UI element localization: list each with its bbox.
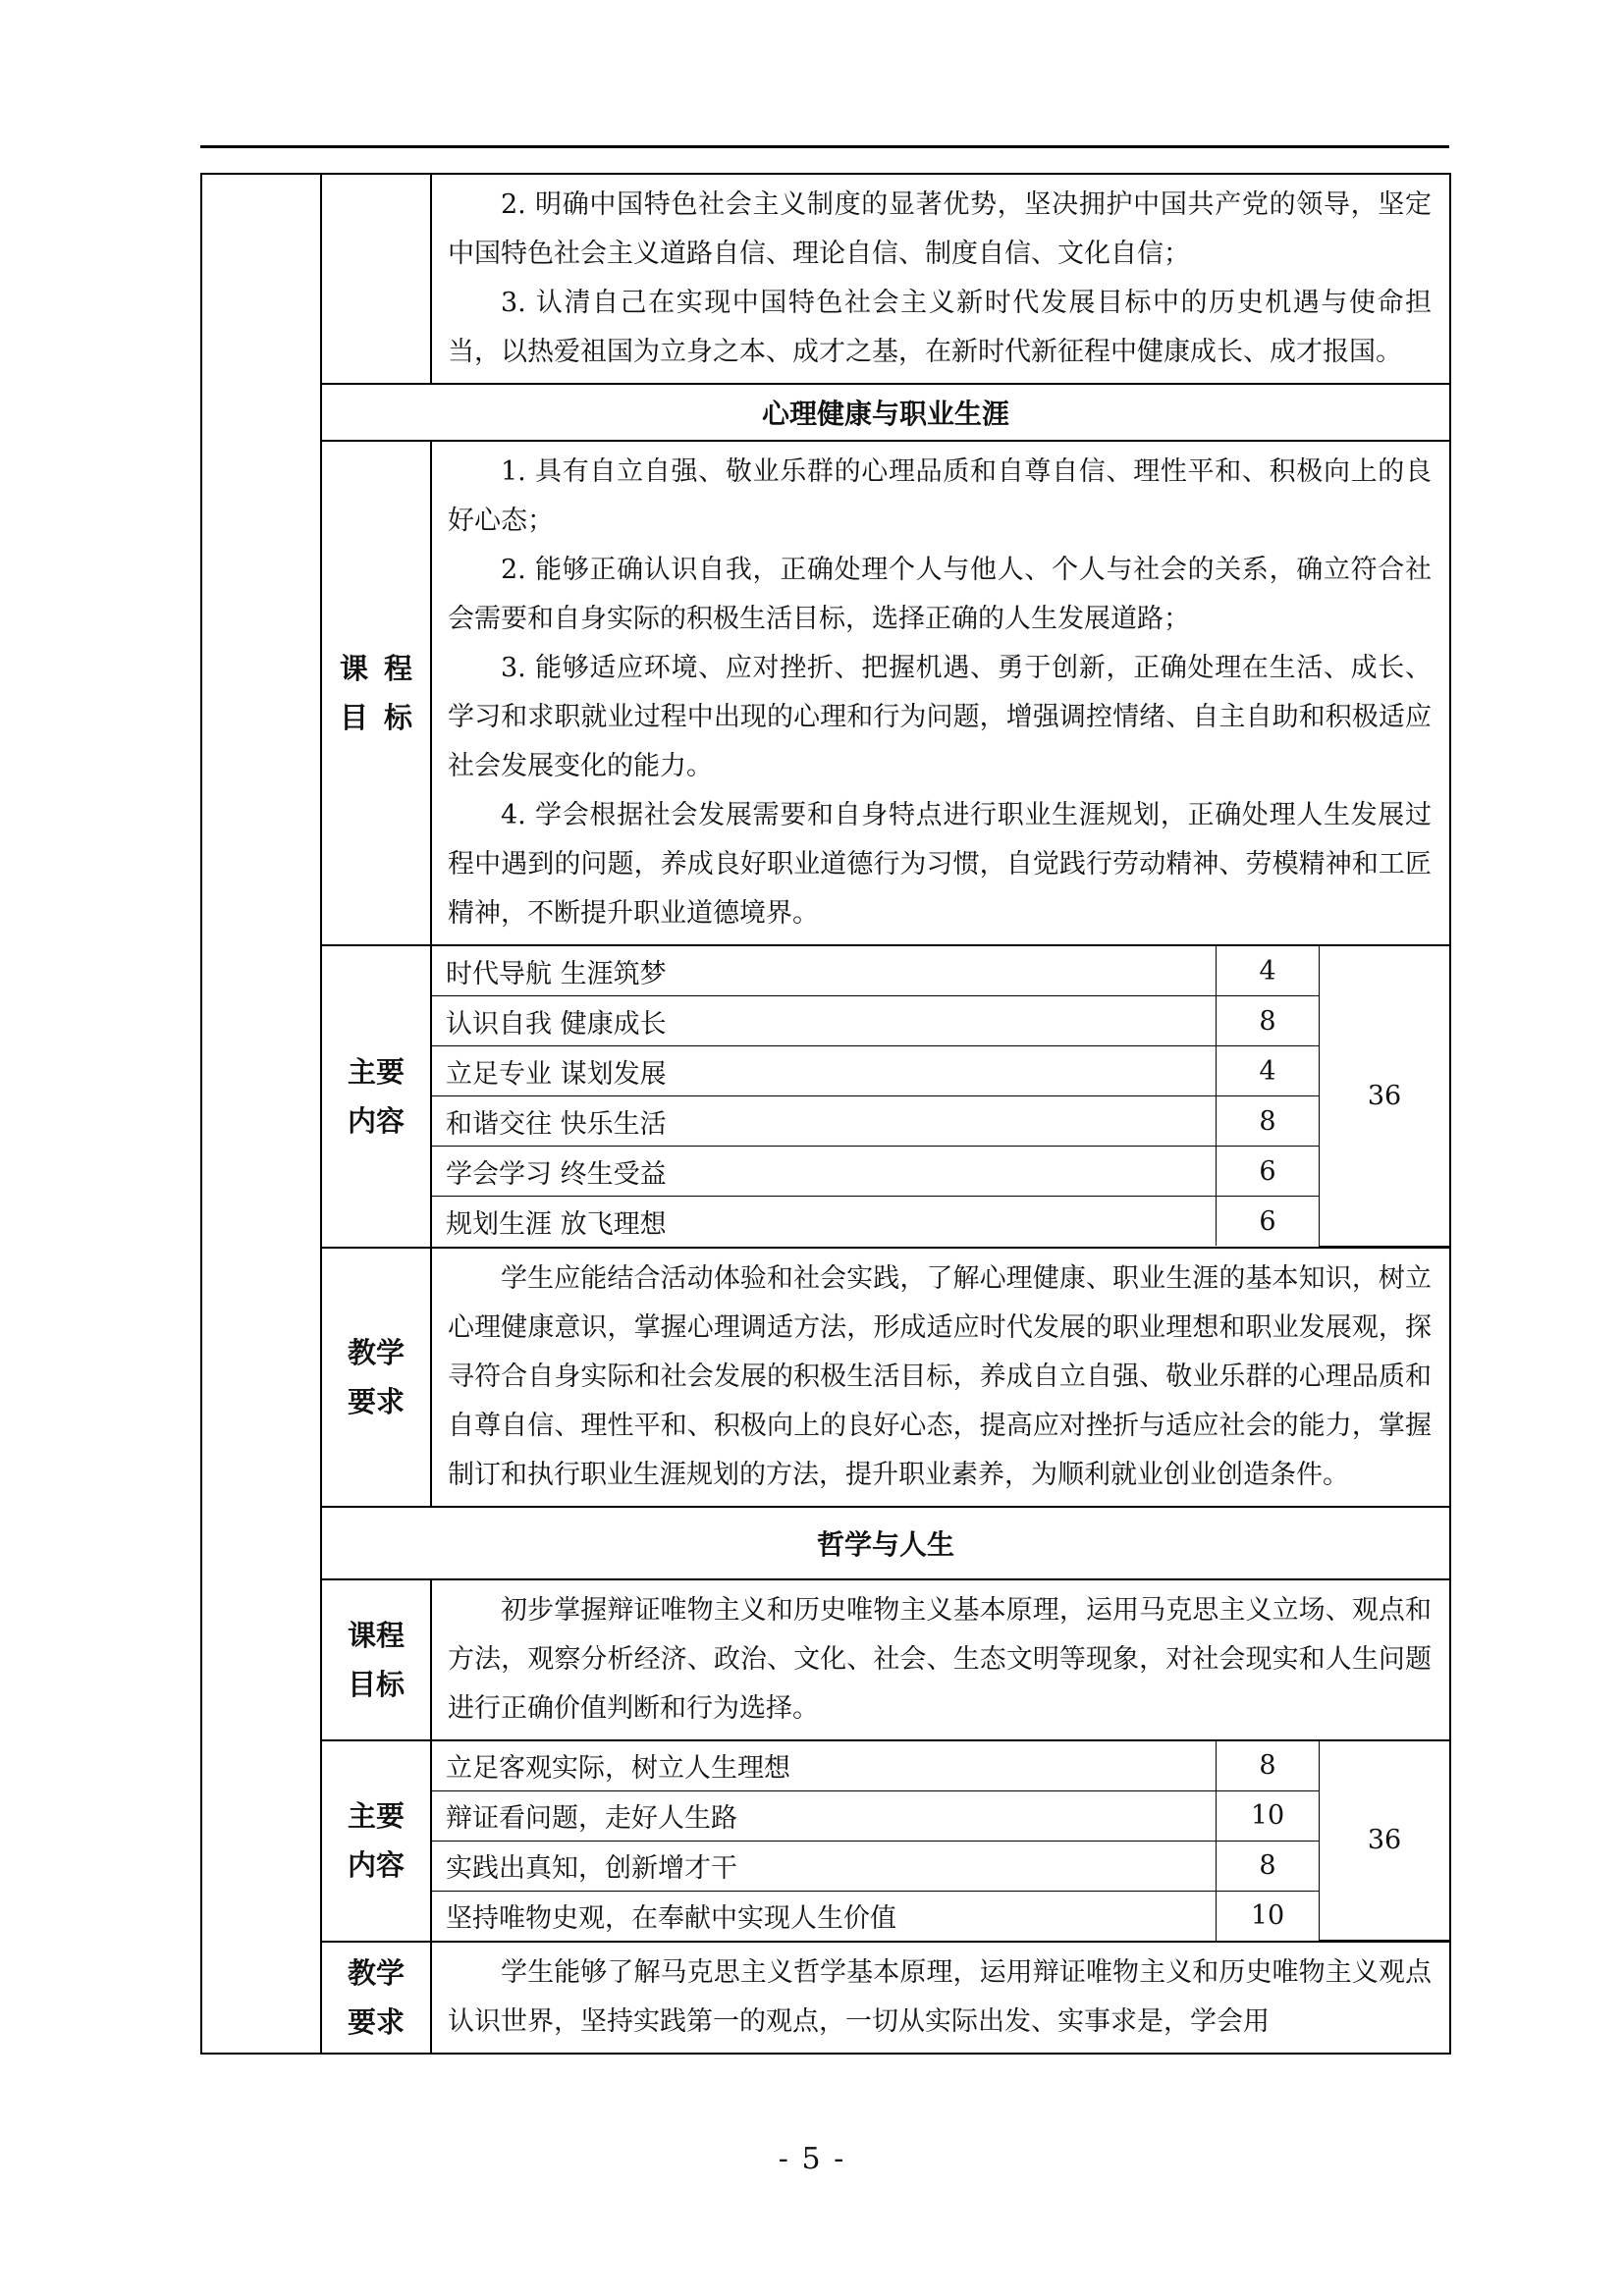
contents-table (432, 946, 1449, 1247)
content-hours: 8 (1217, 996, 1320, 1046)
goal-label-line: 课程 (347, 1618, 405, 1652)
content-hours: 4 (1217, 1046, 1320, 1096)
table-row (432, 1046, 1449, 1096)
course-goals-cell (431, 1579, 1450, 1740)
table-row (432, 1891, 1449, 1941)
content-hours: 10 (1217, 1891, 1320, 1941)
table-row (432, 946, 1449, 996)
course-contents-row (201, 945, 1450, 1248)
course-goals-row (201, 441, 1450, 945)
content-label (321, 1740, 431, 1943)
continued-goal-paragraph: 3. 认清自己在实现中国特色社会主义新时代发展目标中的历史机遇与使命担当，以热爱祖国为立身之本、成才之基，在新时代新征程中健康成长、成才报国。 (448, 288, 1432, 367)
requirement-label-line: 教学 (347, 1335, 405, 1369)
table-row (432, 1197, 1449, 1247)
content-hours: 6 (1217, 1147, 1320, 1197)
course-contents-row (201, 1740, 1450, 1943)
table-row (432, 1841, 1449, 1891)
content-topic: 时代导航 生涯筑梦 (432, 946, 1217, 996)
course-contents-cell (431, 945, 1450, 1248)
course-title-row (201, 384, 1450, 441)
course-title: 心理健康与职业生涯 (321, 384, 1450, 441)
content-hours: 8 (1217, 1741, 1320, 1791)
goal-label-char: 程 (384, 652, 429, 685)
table-row (432, 1790, 1449, 1841)
continued-goals-cell (431, 174, 1450, 384)
table-row (432, 996, 1449, 1046)
content-topic: 认识自我 健康成长 (432, 996, 1217, 1046)
content-hours: 6 (1217, 1197, 1320, 1247)
goal-label (321, 1579, 431, 1740)
course-title: 哲学与人生 (321, 1507, 1450, 1579)
course-contents-cell (431, 1740, 1450, 1943)
requirement-label-line: 教学 (347, 1956, 405, 1990)
goal-paragraph: 4. 学会根据社会发展需要和自身特点进行职业生涯规划，正确处理人生发展过程中遇到的问题，养成良好职业道德行为习惯，自觉践行劳动精神、劳模精神和工匠精神，不断提升职业道德境界。 (448, 800, 1432, 929)
continued-goals-row (201, 174, 1450, 384)
goal-paragraph: 1. 具有自立自强、敬业乐群的心理品质和自尊自信、理性平和、积极向上的良好心态； (448, 456, 1432, 536)
content-topic: 立足客观实际，树立人生理想 (432, 1741, 1217, 1791)
content-label-line: 主要 (347, 1799, 405, 1834)
content-topic: 坚持唯物史观，在奉献中实现人生价值 (432, 1891, 1217, 1941)
requirement-label-line: 要求 (347, 1384, 405, 1418)
goal-paragraph: 初步掌握辩证唯物主义和历史唯物主义基本原理，运用马克思主义立场、观点和方法，观察分析经济、政治、文化、社会、生态文明等现象，对社会现实和人生问题进行正确价值判断和行为选择。 (448, 1594, 1432, 1724)
content-topic: 实践出真知，创新增才干 (432, 1841, 1217, 1891)
course-title-row (201, 1507, 1450, 1579)
requirement-paragraph: 学生应能结合活动体验和社会实践，了解心理健康、职业生涯的基本知识，树立心理健康意识，掌握心理调适方法，形成适应时代发展的职业理想和职业发展观，探寻符合自身实际和社会发展的积极生活目标，养成自立自强、敬业乐群的心理品质和自尊自信、理性平和、积极向上的良好心态，提高应对挫折与适应社会的能力，掌握制订和执行职业生涯规划的方法，提升职业素养，为顺利就业创业创造条件。 (448, 1262, 1432, 1490)
content-label-line: 主要 (347, 1054, 405, 1089)
content-topic: 辩证看问题，走好人生路 (432, 1790, 1217, 1841)
content-topic: 和谐交往 快乐生活 (432, 1096, 1217, 1147)
page-number: - 5 - (778, 2142, 846, 2176)
continued-goal-paragraph: 2. 明确中国特色社会主义制度的显著优势，坚决拥护中国共产党的领导，坚定中国特色社会主义道路自信、理论自信、制度自信、文化自信； (448, 189, 1432, 269)
total-hours: 36 (1320, 946, 1450, 1246)
content-topic: 学会学习 终生受益 (432, 1147, 1217, 1197)
table-row (432, 1147, 1449, 1197)
goal-label (321, 441, 431, 945)
course-requirements-cell (431, 1248, 1450, 1507)
header-rule (200, 145, 1449, 148)
course-requirements-cell (431, 1942, 1450, 2054)
course-requirements-row (201, 1248, 1450, 1507)
content-hours: 4 (1217, 946, 1320, 996)
total-hours: 36 (1320, 1741, 1450, 1941)
table-row (432, 1741, 1449, 1791)
content-hours: 10 (1217, 1790, 1320, 1841)
goal-label-char: 课 (339, 652, 384, 685)
content-hours: 8 (1217, 1841, 1320, 1891)
content-label-line: 内容 (347, 1103, 405, 1138)
goal-paragraph: 3. 能够适应环境、应对挫折、把握机遇、勇于创新，正确处理在生活、成长、学习和求职就业过程中出现的心理和行为问题，增强调控情绪、自主自助和积极适应社会发展变化的能力。 (448, 653, 1432, 781)
goal-label-line: 目标 (339, 701, 428, 734)
course-goals-cell (431, 441, 1450, 945)
table-row (432, 1096, 1449, 1147)
content-topic: 立足专业 谋划发展 (432, 1046, 1217, 1096)
content-label (321, 945, 431, 1248)
outer-category-cell (201, 174, 321, 2054)
content-label-line: 内容 (347, 1848, 405, 1883)
course-requirements-row (201, 1942, 1450, 2054)
goal-paragraph: 2. 能够正确认识自我，正确处理个人与他人、个人与社会的关系，确立符合社会需要和自身实际的积极生活目标，选择正确的人生发展道路； (448, 555, 1432, 634)
content-hours: 8 (1217, 1096, 1320, 1147)
curriculum-table (200, 173, 1451, 2055)
continued-label-cell (321, 174, 431, 384)
goal-label-line: 目标 (347, 1667, 405, 1701)
requirement-label-line: 要求 (347, 2005, 405, 2039)
requirement-paragraph: 学生能够了解马克思主义哲学基本原理，运用辩证唯物主义和历史唯物主义观点认识世界，坚持实践第一的观点，一切从实际出发、实事求是，学会用 (448, 1957, 1432, 2037)
requirement-label (321, 1248, 431, 1507)
requirement-label (321, 1942, 431, 2054)
content-topic: 规划生涯 放飞理想 (432, 1197, 1217, 1247)
course-goals-row (201, 1579, 1450, 1740)
contents-table (432, 1741, 1449, 1942)
